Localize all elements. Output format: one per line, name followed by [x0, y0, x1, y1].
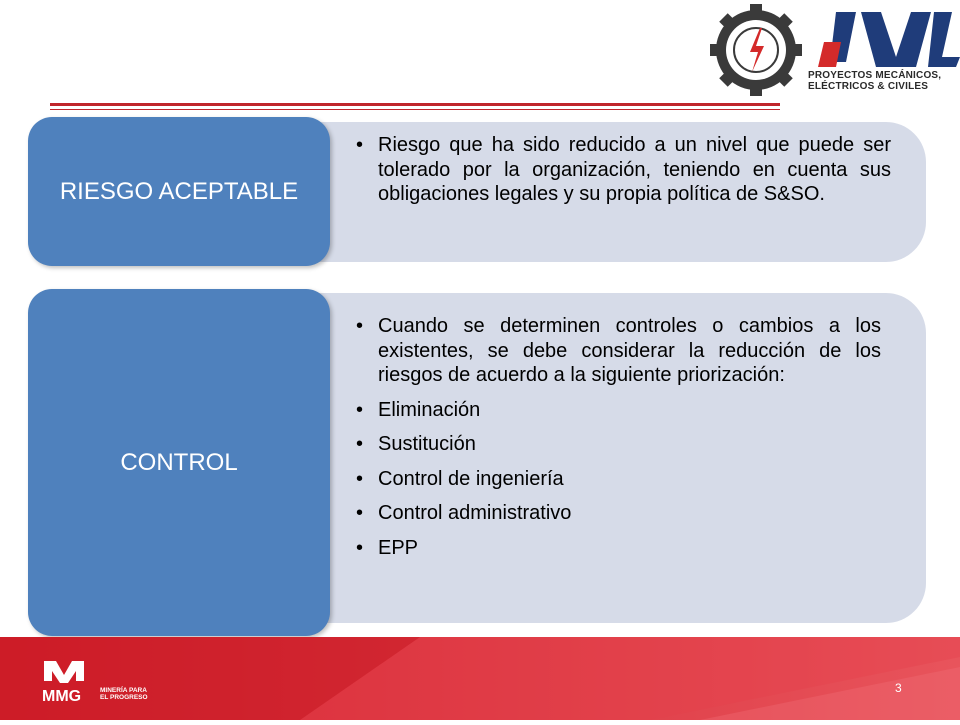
control-bullet: • Control administrativo: [356, 501, 881, 526]
control-bullet: • EPP: [356, 536, 881, 561]
company-name-line1: PROYECTOS MECÁNICOS,: [808, 70, 942, 81]
mmg-brand-text: MMG: [42, 688, 82, 705]
header-divider: [50, 103, 780, 106]
mmg-tagline-line2: EL PROGRESO: [100, 694, 148, 701]
control-label: CONTROL: [120, 448, 238, 476]
riesgo-aceptable-tab: [28, 117, 330, 266]
riesgo-aceptable-bullet: • Riesgo que ha sido reducido a un nivel que puede ser tolerado por la organización, teniendo en cuenta sus obligaciones legales y su propia política de S&SO.: [356, 133, 891, 207]
page-number: 3: [895, 681, 902, 695]
control-bullet: • Sustitución: [356, 432, 881, 457]
company-name: [808, 70, 958, 92]
riesgo-aceptable-content: [356, 133, 891, 207]
control-bullet: • Control de ingeniería: [356, 467, 881, 492]
mmg-tagline-line1: MINERÍA PARA: [100, 687, 147, 694]
header-divider-thin: [50, 109, 780, 110]
control-tab: [28, 289, 330, 636]
control-content: [356, 314, 881, 570]
control-bullet: • Cuando se determinen controles o cambios a los existentes, se debe considerar la reducción de los riesgos de acuerdo a la siguiente priorización:: [356, 314, 881, 388]
company-name-line2: ELÉCTRICOS & CIVILES: [808, 81, 929, 92]
control-bullet: • Eliminación: [356, 398, 881, 423]
mmg-tagline: [100, 687, 148, 701]
riesgo-aceptable-label: RIESGO ACEPTABLE: [59, 177, 299, 205]
